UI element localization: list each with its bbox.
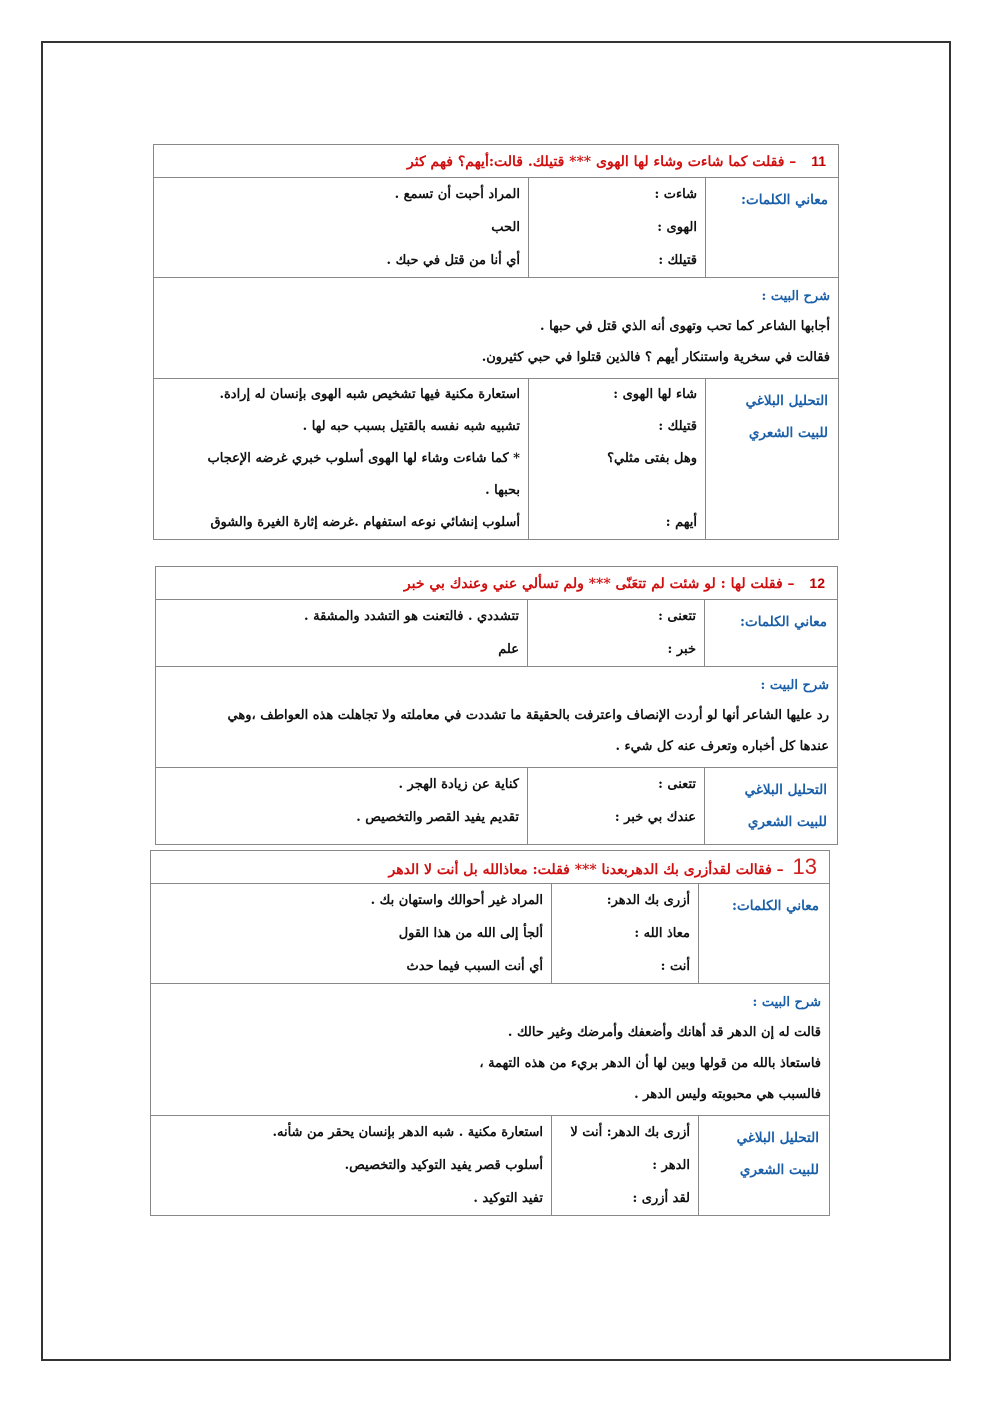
analysis-line: تقديم يفيد القصر والتخصيص .	[356, 810, 519, 825]
explanation-line: أجابها الشاعر كما تحب وتهوى أنه الذي قتل في حبها .	[540, 319, 830, 334]
word: قتيلك :	[658, 253, 697, 268]
verse-title	[151, 851, 830, 884]
word: أنت :	[660, 959, 690, 974]
explanation-label: شرح البيت :	[760, 678, 829, 693]
words-cell	[528, 600, 705, 667]
meanings-label: معاني الكلمات:	[706, 178, 839, 278]
analysis-cell	[154, 379, 529, 540]
explanation-cell	[156, 667, 838, 768]
verse-text: – فقالت لقدأزرى بك الدهربعدنا *** فقلت: معاذالله بل أنت لا الدهر	[388, 862, 784, 878]
meanings-label: معاني الكلمات:	[699, 884, 830, 984]
explanation-line: فالسبب هي محبوبته وليس الدهر .	[634, 1087, 821, 1102]
terms-cell	[552, 1116, 699, 1216]
explanation-label: شرح البيت :	[752, 995, 821, 1010]
analysis-line: بحبها .	[485, 483, 520, 498]
verse-number: 11	[811, 152, 826, 169]
term: عندك بي خبر :	[614, 810, 696, 825]
term	[529, 475, 705, 507]
word: معاذ الله :	[634, 926, 690, 941]
explanation-label: شرح البيت :	[761, 289, 830, 304]
meanings-cell	[156, 600, 528, 667]
word: تتعنى :	[658, 609, 696, 624]
analysis-line: استعارة مكنية . شبه الدهر بإنسان يحقر من شأنه.	[272, 1125, 543, 1140]
meanings-label: معاني الكلمات:	[705, 600, 838, 667]
words-cell	[552, 884, 699, 984]
meaning: الحب	[491, 220, 520, 235]
word: أزرى بك الدهر:	[606, 893, 690, 908]
meaning: علم	[498, 642, 519, 657]
term: وهل بفتى مثلي؟	[607, 451, 697, 466]
analysis-label: التحليل البلاغي للبيت الشعري	[705, 768, 838, 845]
term: أيهم :	[665, 515, 697, 530]
analysis-line: استعارة مكنية فيها تشخيص شبه الهوى بإنسان له إرادة.	[219, 387, 520, 402]
analysis-line: كناية عن زيادة الهجر .	[398, 777, 519, 792]
analysis-line: أسلوب إنشائي نوعه استفهام .غرضه إثارة الغيرة والشوق	[210, 515, 520, 530]
analysis-line: أسلوب قصر يفيد التوكيد والتخصيص.	[344, 1158, 543, 1173]
analysis-line: * كما شاءت وشاء لها الهوى أسلوب خبري غرضه الإعجاب	[207, 451, 520, 466]
explanation-cell	[151, 984, 830, 1116]
term: شاء لها الهوى :	[613, 387, 697, 402]
term: لقد أزرى :	[632, 1191, 690, 1206]
analysis-cell	[156, 768, 528, 845]
verse-number: 13	[792, 854, 817, 879]
word: الهوى :	[657, 220, 697, 235]
meaning: أي أنا من قتل في حبك .	[386, 253, 520, 268]
analysis-line: تشبيه شبه نفسه بالقتيل بسبب حبه لها .	[302, 419, 520, 434]
meanings-cell	[154, 178, 529, 278]
term: قتيلك :	[658, 419, 697, 434]
analysis-label: التحليل البلاغي للبيت الشعري	[699, 1116, 830, 1216]
meanings-cell	[151, 884, 552, 984]
terms-cell	[528, 768, 705, 845]
explanation-line: عندها كل أخباره وتعرف عنه كل شيء .	[615, 739, 829, 754]
explanation-line: رد عليها الشاعر أنها لو أردت الإنصاف واعترفت بالحقيقة ما تشددت في معاملته ولا تجاهلت هذه العواطف ،وهي	[227, 708, 829, 723]
explanation-line: فاستعاذ بالله من قولها وبين لها أن الدهر بريء من هذه التهمة ،	[479, 1056, 821, 1071]
term: تتعنى :	[658, 777, 696, 792]
explanation-cell	[154, 278, 839, 379]
words-cell	[529, 178, 706, 278]
meaning: تتشددي . فالتعنت هو التشدد والمشقة .	[304, 609, 519, 624]
verse-number: 12	[809, 574, 825, 591]
meaning: أي أنت السبب فيما حدث	[406, 959, 543, 974]
word: شاءت :	[654, 187, 697, 202]
word: خبر :	[667, 642, 696, 657]
term: أزرى بك الدهر: أنت لا	[570, 1125, 690, 1140]
analysis-label: التحليل البلاغي للبيت الشعري	[706, 379, 839, 540]
meaning: المراد غير أحوالك واستهان بك .	[370, 893, 543, 908]
analysis-line: تفيد التوكيد .	[473, 1191, 543, 1206]
meaning: المراد أحبت أن تسمع .	[394, 187, 520, 202]
meaning: ألجأ إلى الله من هذا القول	[398, 926, 543, 941]
verse-block-13	[150, 850, 830, 1216]
verse-block-11	[153, 144, 839, 540]
terms-cell	[529, 379, 706, 540]
verse-block-12	[155, 566, 838, 845]
explanation-line: قالت له إن الدهر قد أهانك وأضعفك وأمرضك وغير حالك .	[507, 1025, 821, 1040]
analysis-cell	[151, 1116, 552, 1216]
explanation-line: فقالت في سخرية واستنكار أيهم ؟ فالذين قتلوا في حبي كثيرون.	[481, 350, 830, 365]
verse-text: – فقلت كما شاءت وشاء لها الهوى *** قتيلك. قالت:أيهم؟ فهم كثر	[407, 153, 797, 170]
verse-text: – فقلت لها : لو شئت لم تتعَنّى *** ولم تسألي عني وعندك بي خبر	[403, 575, 795, 592]
verse-title	[154, 145, 839, 178]
verse-title	[156, 567, 838, 600]
term: الدهر :	[652, 1158, 690, 1173]
